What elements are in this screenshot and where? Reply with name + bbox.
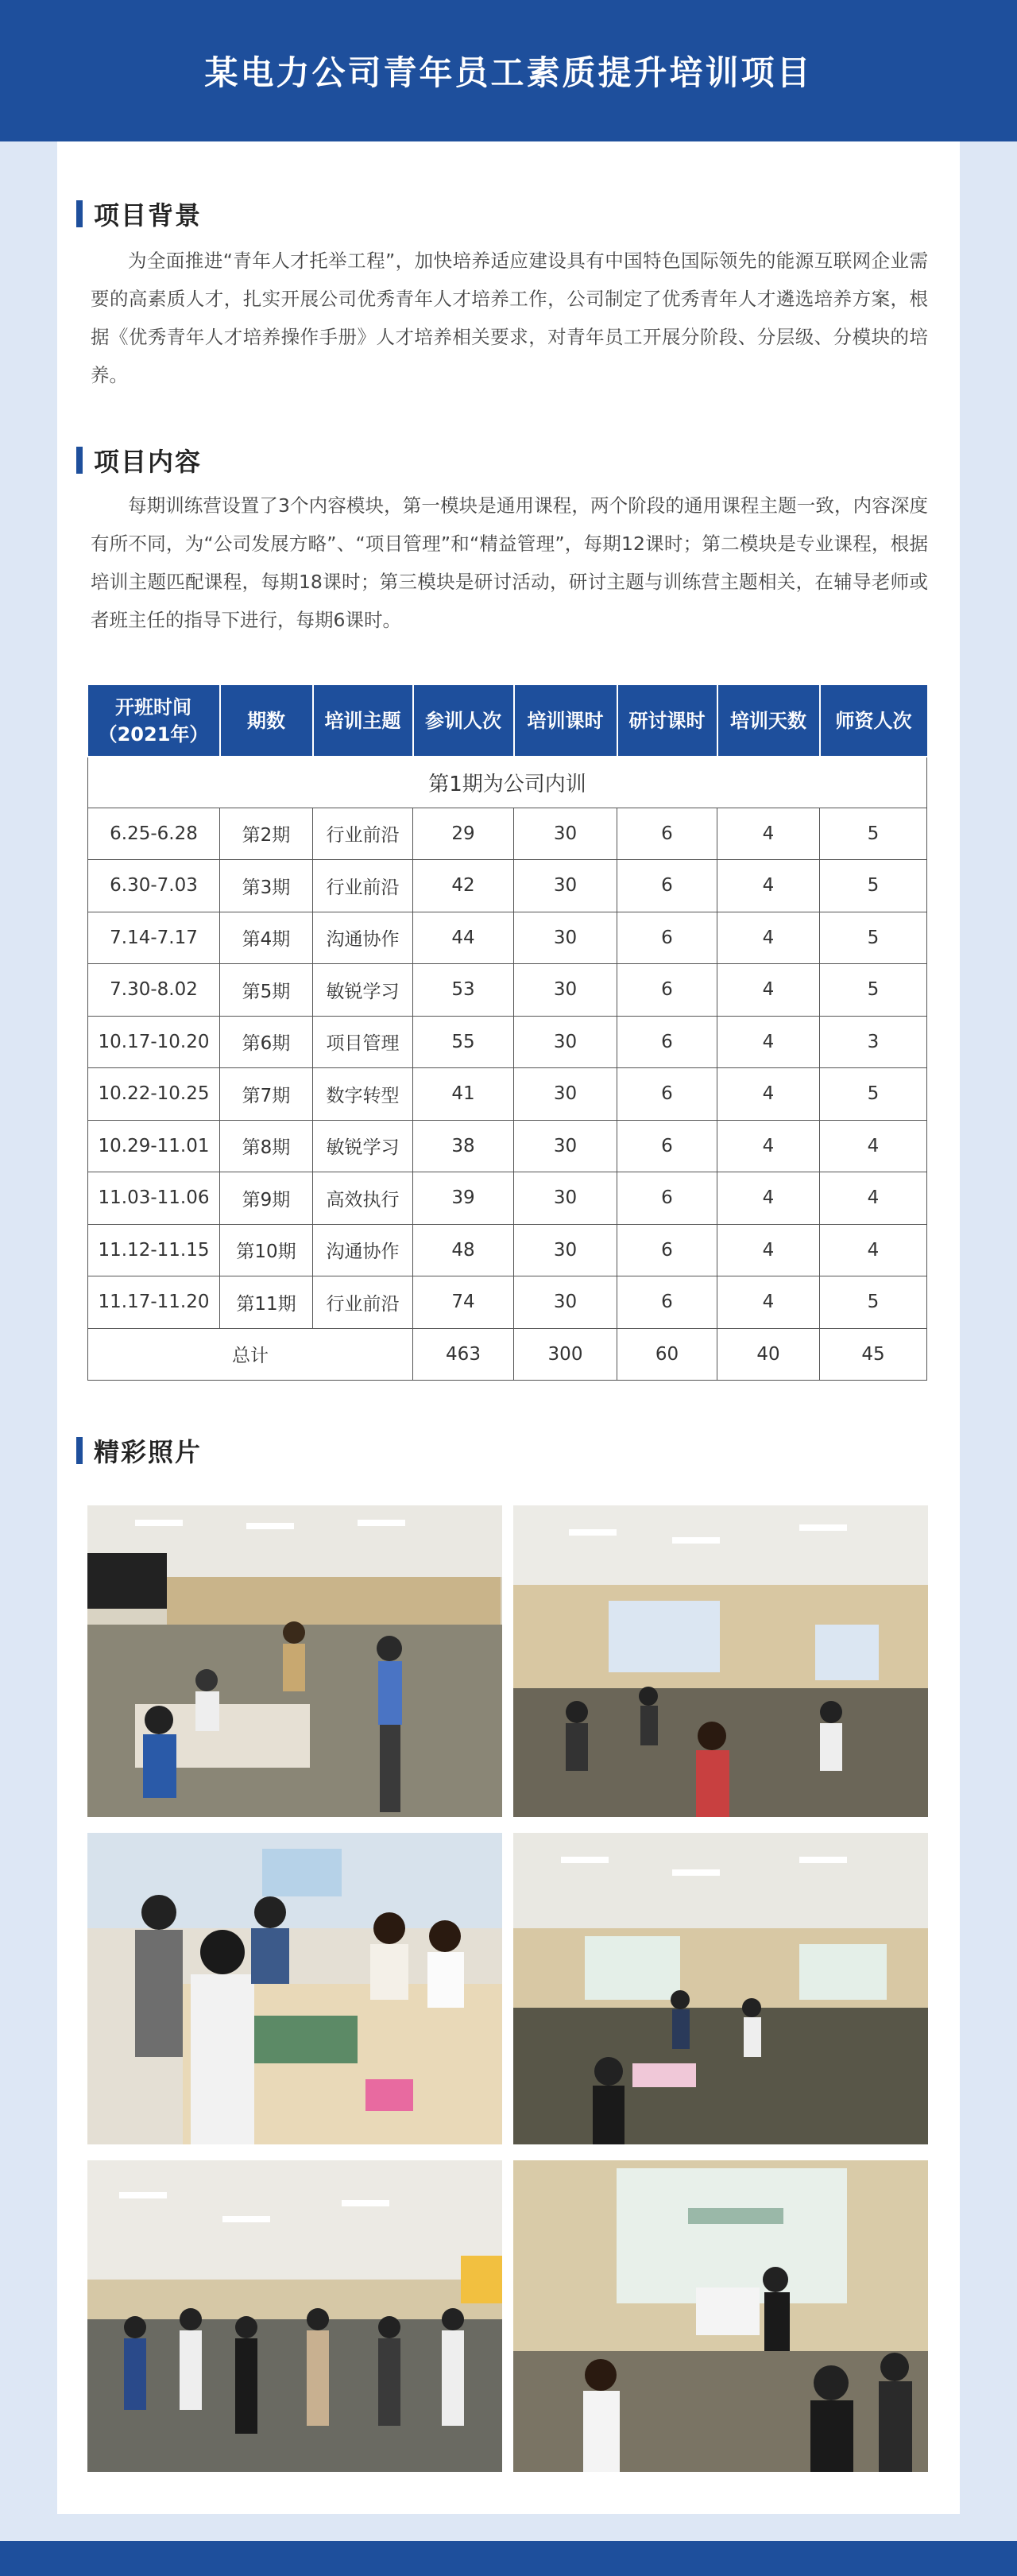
table-row bbox=[88, 964, 927, 1017]
training-schedule-table bbox=[87, 685, 927, 1381]
training-photo bbox=[513, 1833, 928, 2144]
table-cell: 数字转型 bbox=[313, 1068, 413, 1121]
training-photo bbox=[87, 2160, 502, 2472]
table-cell: 55 bbox=[413, 1016, 514, 1068]
table-cell: 项目管理 bbox=[313, 1016, 413, 1068]
table-cell: 第11期 bbox=[220, 1276, 313, 1329]
table-cell: 5 bbox=[820, 912, 927, 964]
table-cell: 10.22-10.25 bbox=[88, 1068, 220, 1121]
table-cell: 30 bbox=[514, 1224, 617, 1276]
table-cell: 4 bbox=[717, 1120, 820, 1172]
footer-bar bbox=[0, 2541, 1017, 2576]
section-title-text: 项目内容 bbox=[94, 447, 203, 477]
section-title-background bbox=[76, 196, 202, 232]
table-cell: 48 bbox=[413, 1224, 514, 1276]
table-cell: 第8期 bbox=[220, 1120, 313, 1172]
table-row bbox=[88, 1068, 927, 1121]
table-cell: 4 bbox=[820, 1120, 927, 1172]
table-cell: 30 bbox=[514, 1120, 617, 1172]
table-cell: 第4期 bbox=[220, 912, 313, 964]
section-title-photos bbox=[76, 1432, 202, 1469]
table-cell: 4 bbox=[717, 1016, 820, 1068]
page-header bbox=[0, 0, 1017, 141]
training-photo bbox=[87, 1833, 502, 2144]
total-cell: 463 bbox=[413, 1328, 514, 1381]
table-group-row bbox=[88, 757, 927, 808]
table-cell: 5 bbox=[820, 808, 927, 860]
total-cell: 45 bbox=[820, 1328, 927, 1381]
content-paragraph: 每期训练营设置了3个内容模块，第一模块是通用课程，两个阶段的通用课程主题一致，内容深度有所不同，为“公司发展方略”、“项目管理”和“精益管理”，每期12课时；第二模块是专业课程，根据培训主题匹配课程，每期18课时；第三模块是研讨活动，研讨主题与训练营主题相关，在辅导老师或者班主任的指导下进行，每期6课时。 bbox=[91, 494, 928, 631]
table-total-row bbox=[88, 1328, 927, 1381]
col-header: 研讨课时 bbox=[617, 685, 717, 757]
training-photo bbox=[87, 1505, 502, 1817]
table-cell: 30 bbox=[514, 860, 617, 912]
col-header: 培训天数 bbox=[717, 685, 820, 757]
table-cell: 4 bbox=[717, 1276, 820, 1329]
total-cell: 300 bbox=[514, 1328, 617, 1381]
section-marker bbox=[76, 1437, 83, 1464]
table-cell: 第6期 bbox=[220, 1016, 313, 1068]
table-cell: 6.25-6.28 bbox=[88, 808, 220, 860]
table-row bbox=[88, 1120, 927, 1172]
table-cell: 7.30-8.02 bbox=[88, 964, 220, 1017]
table-row bbox=[88, 912, 927, 964]
section-marker bbox=[76, 200, 83, 227]
table-cell: 30 bbox=[514, 1276, 617, 1329]
table-cell: 10.17-10.20 bbox=[88, 1016, 220, 1068]
table-cell: 29 bbox=[413, 808, 514, 860]
photo-grid bbox=[87, 1505, 930, 2472]
table-row bbox=[88, 808, 927, 860]
table-cell: 11.03-11.06 bbox=[88, 1172, 220, 1225]
table-cell: 3 bbox=[820, 1016, 927, 1068]
total-cell: 40 bbox=[717, 1328, 820, 1381]
table-cell: 30 bbox=[514, 964, 617, 1017]
table-cell: 53 bbox=[413, 964, 514, 1017]
table-cell: 第3期 bbox=[220, 860, 313, 912]
table-cell: 第5期 bbox=[220, 964, 313, 1017]
table-cell: 30 bbox=[514, 1016, 617, 1068]
table-cell: 38 bbox=[413, 1120, 514, 1172]
table-cell: 第2期 bbox=[220, 808, 313, 860]
table-cell: 4 bbox=[820, 1224, 927, 1276]
table-cell: 6 bbox=[617, 808, 717, 860]
table-cell: 6 bbox=[617, 1120, 717, 1172]
section-title-content bbox=[76, 442, 202, 478]
section-title-text: 项目背景 bbox=[94, 200, 203, 230]
table-cell: 6.30-7.03 bbox=[88, 860, 220, 912]
total-cell: 60 bbox=[617, 1328, 717, 1381]
table-header-row bbox=[88, 685, 927, 757]
section-marker bbox=[76, 447, 83, 474]
table-cell: 42 bbox=[413, 860, 514, 912]
col-header-line: （2021年） bbox=[98, 722, 209, 746]
photo-image bbox=[87, 1505, 502, 1817]
table-cell: 4 bbox=[717, 1068, 820, 1121]
table-cell: 4 bbox=[717, 964, 820, 1017]
table-cell: 39 bbox=[413, 1172, 514, 1225]
table-cell: 30 bbox=[514, 808, 617, 860]
table-cell: 4 bbox=[820, 1172, 927, 1225]
table-row bbox=[88, 1016, 927, 1068]
table-cell: 第10期 bbox=[220, 1224, 313, 1276]
col-header: 参训人次 bbox=[413, 685, 514, 757]
table-cell: 5 bbox=[820, 860, 927, 912]
table-cell: 第7期 bbox=[220, 1068, 313, 1121]
total-label: 总计 bbox=[88, 1328, 413, 1381]
table-cell: 74 bbox=[413, 1276, 514, 1329]
table-cell: 沟通协作 bbox=[313, 912, 413, 964]
table-cell: 4 bbox=[717, 1172, 820, 1225]
photo-image bbox=[513, 1833, 928, 2144]
training-photo bbox=[513, 2160, 928, 2472]
table-row bbox=[88, 1172, 927, 1225]
table-cell: 6 bbox=[617, 964, 717, 1017]
photo-image bbox=[87, 2160, 502, 2472]
table-cell: 10.29-11.01 bbox=[88, 1120, 220, 1172]
table-row bbox=[88, 1276, 927, 1329]
table-cell: 6 bbox=[617, 1276, 717, 1329]
table-cell: 高效执行 bbox=[313, 1172, 413, 1225]
group-label: 第1期为公司内训 bbox=[88, 757, 927, 808]
table-cell: 4 bbox=[717, 912, 820, 964]
table-cell: 第9期 bbox=[220, 1172, 313, 1225]
content-card bbox=[57, 141, 960, 2514]
photo-image bbox=[87, 1833, 502, 2144]
photo-image bbox=[513, 1505, 928, 1817]
table-cell: 6 bbox=[617, 860, 717, 912]
col-header: 师资人次 bbox=[820, 685, 927, 757]
table-cell: 4 bbox=[717, 1224, 820, 1276]
table-cell: 30 bbox=[514, 912, 617, 964]
table-cell: 11.12-11.15 bbox=[88, 1224, 220, 1276]
col-header: 期数 bbox=[220, 685, 313, 757]
table-row bbox=[88, 860, 927, 912]
table-cell: 5 bbox=[820, 1068, 927, 1121]
table-cell: 敏锐学习 bbox=[313, 1120, 413, 1172]
table-cell: 41 bbox=[413, 1068, 514, 1121]
col-header: 培训主题 bbox=[313, 685, 413, 757]
table-cell: 行业前沿 bbox=[313, 808, 413, 860]
photo-image bbox=[513, 2160, 928, 2472]
table-cell: 4 bbox=[717, 860, 820, 912]
table-cell: 4 bbox=[717, 808, 820, 860]
table-cell: 7.14-7.17 bbox=[88, 912, 220, 964]
table-cell: 30 bbox=[514, 1172, 617, 1225]
table-cell: 6 bbox=[617, 1224, 717, 1276]
table-cell: 5 bbox=[820, 1276, 927, 1329]
table-cell: 6 bbox=[617, 1172, 717, 1225]
background-paragraph: 为全面推进“青年人才托举工程”，加快培养适应建设具有中国特色国际领先的能源互联网企业需要的高素质人才，扎实开展公司优秀青年人才培养工作，公司制定了优秀青年人才遴选培养方案，根据《优秀青年人才培养操作手册》人才培养相关要求，对青年员工开展分阶段、分层级、分模块的培养。 bbox=[91, 250, 928, 386]
col-header: 培训课时 bbox=[514, 685, 617, 757]
col-header-line: 开班时间 bbox=[115, 695, 191, 719]
table-cell: 44 bbox=[413, 912, 514, 964]
table-row bbox=[88, 1224, 927, 1276]
col-header-start-date bbox=[88, 685, 220, 757]
table-cell: 5 bbox=[820, 964, 927, 1017]
training-photo bbox=[513, 1505, 928, 1817]
table-cell: 行业前沿 bbox=[313, 1276, 413, 1329]
table-cell: 6 bbox=[617, 1016, 717, 1068]
section-title-text: 精彩照片 bbox=[94, 1437, 203, 1467]
table-cell: 行业前沿 bbox=[313, 860, 413, 912]
table-cell: 11.17-11.20 bbox=[88, 1276, 220, 1329]
table-cell: 敏锐学习 bbox=[313, 964, 413, 1017]
table-cell: 6 bbox=[617, 912, 717, 964]
page-title: 某电力公司青年员工素质提升培训项目 bbox=[204, 53, 813, 92]
table-cell: 6 bbox=[617, 1068, 717, 1121]
table-cell: 30 bbox=[514, 1068, 617, 1121]
table-cell: 沟通协作 bbox=[313, 1224, 413, 1276]
